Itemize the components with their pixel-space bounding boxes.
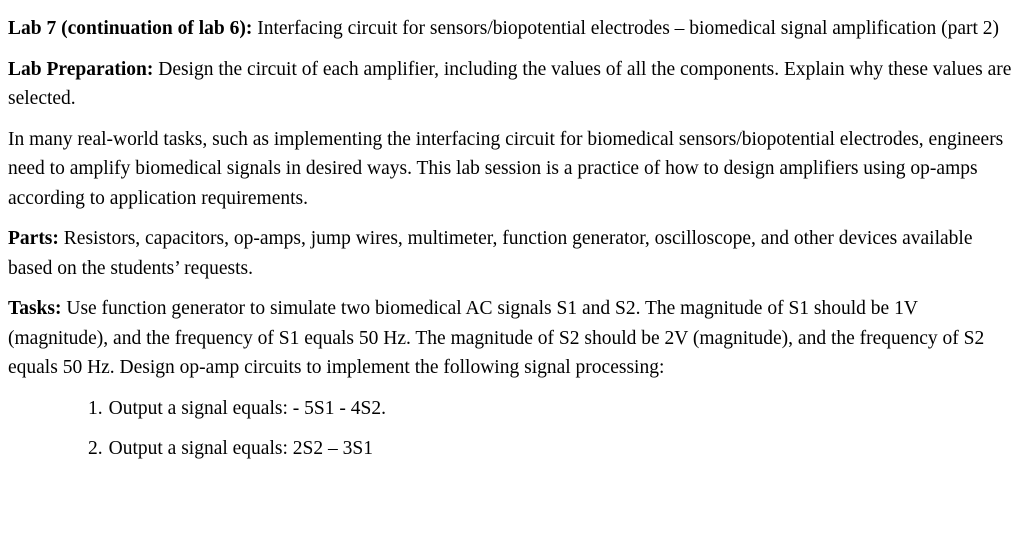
tasks-paragraph xyxy=(8,294,1016,383)
lab-title-paragraph xyxy=(8,14,1016,44)
parts-heading: Parts: xyxy=(8,228,59,249)
intro-paragraph xyxy=(8,125,1016,214)
parts-paragraph xyxy=(8,224,1016,283)
lab-preparation-heading: Lab Preparation: xyxy=(8,58,154,80)
lab-preparation-text: Design the circuit of each amplifier, including the values of all the components. Explain why these values are selected. xyxy=(8,58,1012,109)
task-item-text: Output a signal equals: 2S2 – 3S1 xyxy=(108,438,373,459)
task-item xyxy=(88,434,1016,464)
task-item-number: 1. xyxy=(88,397,103,419)
parts-text: Resistors, capacitors, op-amps, jump wires, multimeter, function generator, oscilloscope, and other devices available based on the students’ requests. xyxy=(8,228,973,279)
task-list xyxy=(8,394,1016,464)
task-item-text: Output a signal equals: - 5S1 - 4S2. xyxy=(108,397,386,419)
lab-preparation-paragraph xyxy=(8,55,1016,114)
lab-title-heading: Lab 7 (continuation of lab 6): xyxy=(8,18,253,39)
intro-text: In many real-world tasks, such as implementing the interfacing circuit for biomedical sensors/biopotential electrodes, engineers need to amplify biomedical signals in desired ways. This lab session is a practice of how to design amplifiers using op-amps according to application requirements. xyxy=(8,128,1004,209)
tasks-text: Use function generator to simulate two biomedical AC signals S1 and S2. The magnitude of S1 should be 1V (magnitude), and the frequency of S1 equals 50 Hz. The magnitude of S2 should be 2V (magnitude), and the frequency of S2 equals 50 Hz. Design op-amp circuits to implement the following signal processing: xyxy=(8,298,985,378)
task-item xyxy=(88,394,1016,424)
lab-title-text: Interfacing circuit for sensors/biopotential electrodes – biomedical signal amplification (part 2) xyxy=(252,18,1000,39)
task-item-number: 2. xyxy=(88,438,103,459)
tasks-heading: Tasks: xyxy=(8,298,62,319)
